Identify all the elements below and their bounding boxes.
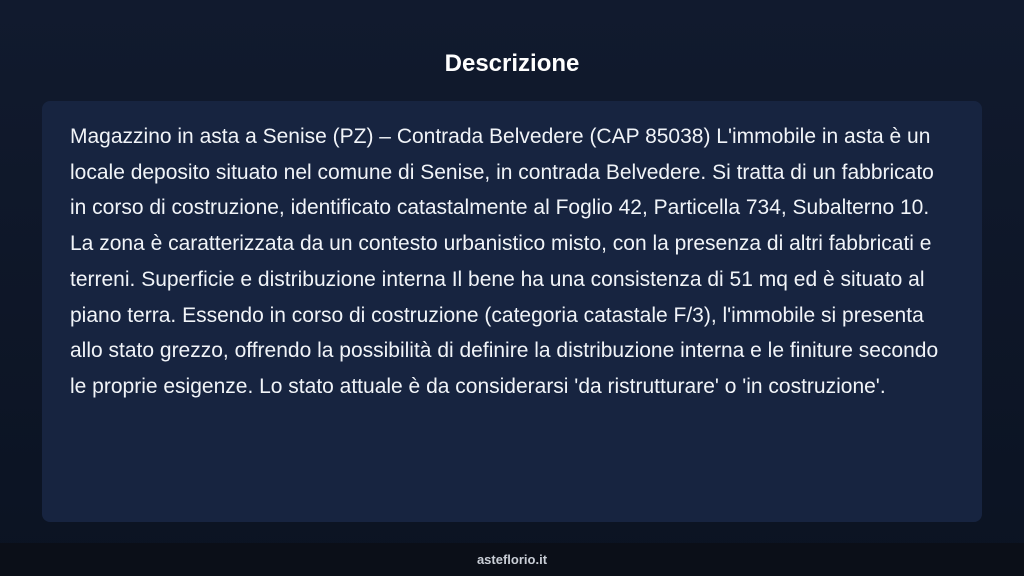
page-title: Descrizione [444, 50, 580, 77]
description-text: Magazzino in asta a Senise (PZ) – Contrada Belvedere (CAP 85038) L'immobile in asta è un locale deposito situato nel comune di Senise, in contrada Belvedere. Si tratta di un fabbricato in corso di costruzione, identificato catastalmente al Foglio 42, Particella 734, Subalterno 10. La zona è caratterizzata da un contesto urbanistico misto, con la presenza di altri fabbricati e terreni. Superficie e distribuzione interna Il bene ha una consistenza di 51 mq ed è situato al piano terra. Essendo in corso di costruzione (categoria catastale F/3), l'immobile si presenta allo stato grezzo, offrendo la possibilità di definire la distribuzione interna e le finiture secondo le proprie esigenze. Lo stato attuale è da considerarsi 'da ristrutturare' o 'in costruzione'. [70, 125, 939, 398]
footer-site-label: asteflorio.it [0, 543, 1024, 576]
description-card [42, 101, 982, 522]
